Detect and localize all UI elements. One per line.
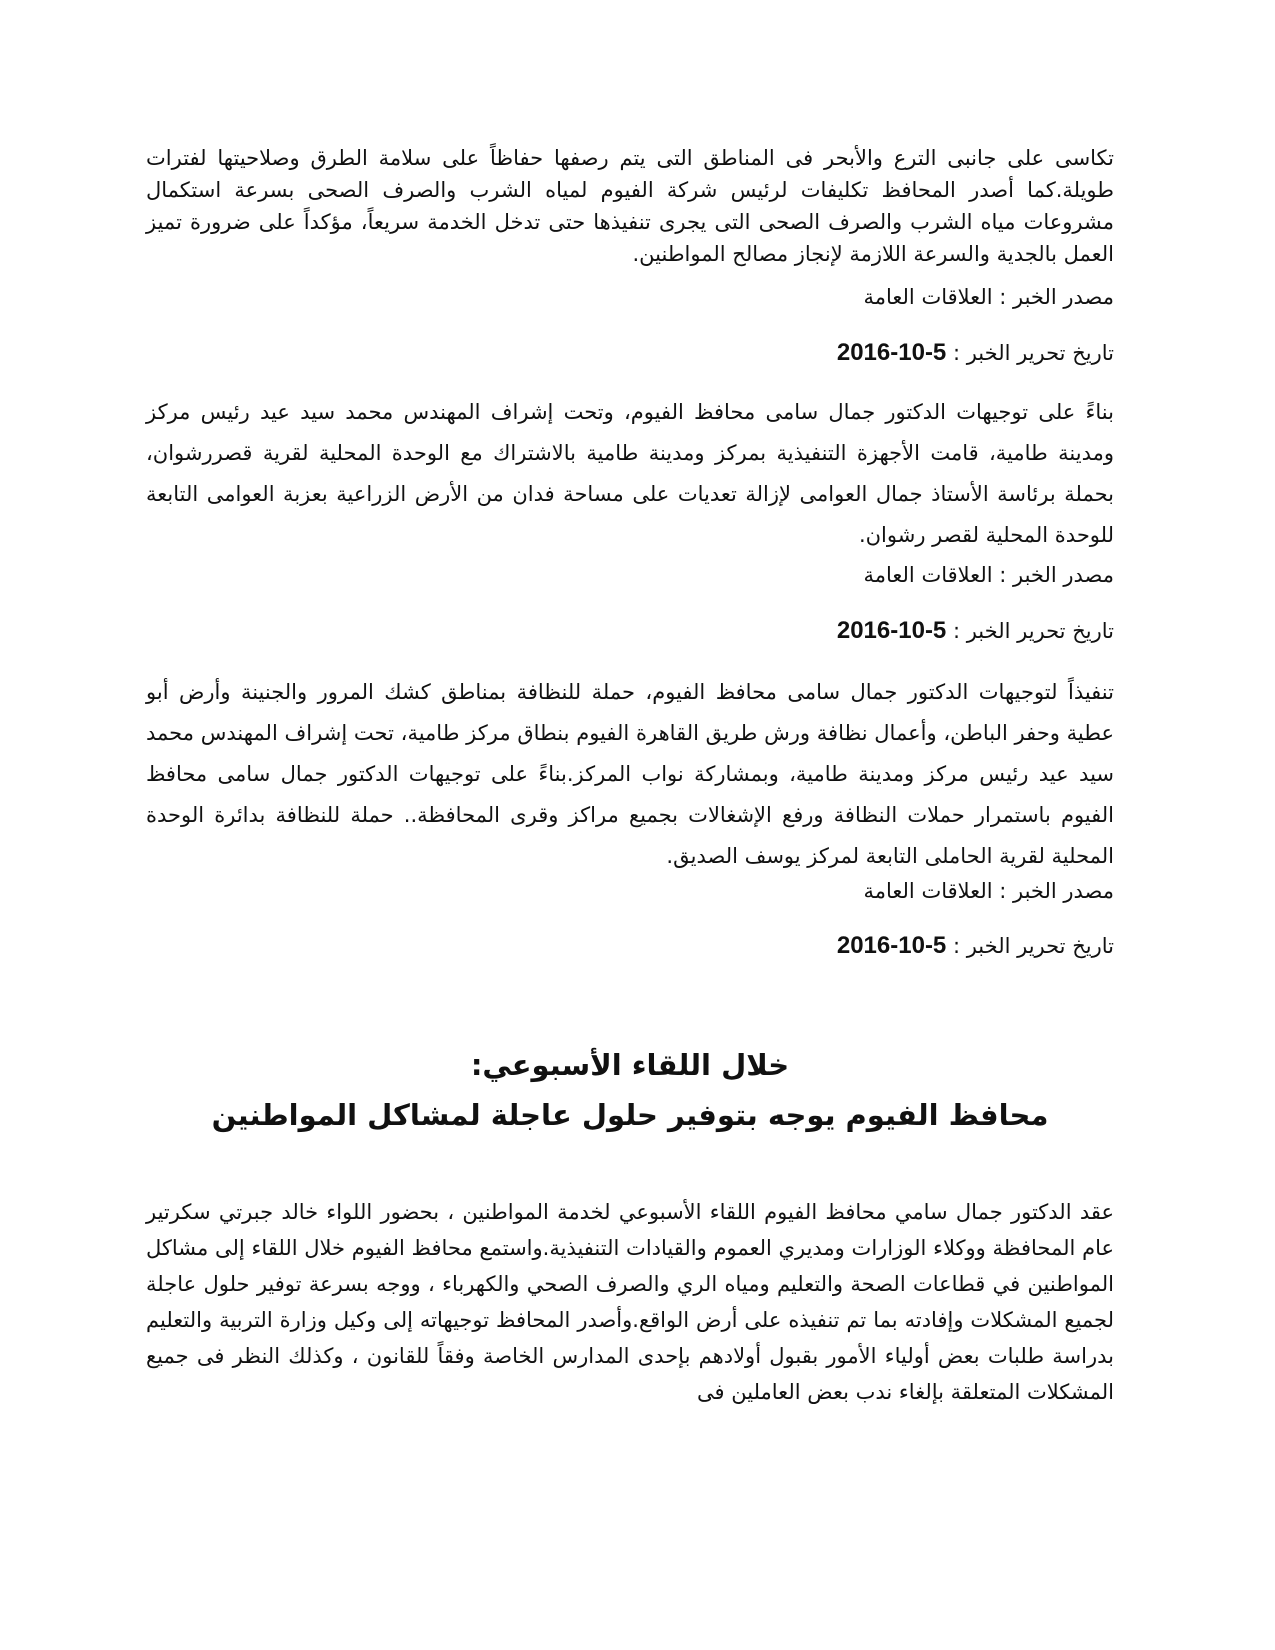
date-label: تاريخ تحرير الخبر : — [952, 341, 1114, 365]
news1-source-line — [146, 560, 1114, 590]
news2-date-line — [146, 931, 1114, 961]
source-value: العلاقات العامة — [863, 285, 993, 309]
source-label: مصدر الخبر : — [999, 285, 1114, 309]
source-label: مصدر الخبر : — [999, 563, 1114, 587]
source-value: العلاقات العامة — [863, 563, 993, 587]
headline-line-1: خلال اللقاء الأسبوعي: — [470, 1048, 790, 1082]
article-headline — [146, 1040, 1114, 1140]
date-value: 2016-10-5 — [836, 932, 947, 959]
intro-source-line — [146, 282, 1114, 312]
date-label: تاريخ تحرير الخبر : — [952, 934, 1114, 958]
date-label: تاريخ تحرير الخبر : — [952, 619, 1114, 643]
news1-paragraph: بناءً على توجيهات الدكتور جمال سامى محافظ الفيوم، وتحت إشراف المهندس محمد سيد عيد رئيس مركز ومدينة طامية، قامت الأجهزة التنفيذية بمركز ومدينة طامية بالاشتراك مع الوحدة المحلية لقرية قصررشوان، بحملة برئاسة الأستاذ جمال العوامى لإزالة تعديات على مساحة فدان من الأرض الزراعية بعزبة العوامى التابعة للوحدة المحلية لقصر رشوان. — [146, 400, 1114, 547]
news2-source-line — [146, 876, 1114, 906]
intro-date-line — [146, 338, 1114, 368]
source-value: العلاقات العامة — [863, 879, 993, 903]
headline-line-2: محافظ الفيوم يوجه بتوفير حلول عاجلة لمشاكل المواطنين — [211, 1098, 1049, 1132]
source-label: مصدر الخبر : — [999, 879, 1114, 903]
news2-paragraph: تنفيذاً لتوجيهات الدكتور جمال سامى محافظ الفيوم، حملة للنظافة بمناطق كشك المرور والجنينة وأرض أبو عطية وحفر الباطن، وأعمال نظافة ورش طريق القاهرة الفيوم بنطاق مركز طامية، تحت إشراف المهندس محمد سيد عيد رئيس مركز ومدينة طامية، وبمشاركة نواب المركز.بناءً على توجيهات الدكتور جمال سامى محافظ الفيوم باستمرار حملات النظافة ورفع الإشغالات بجميع مراكز وقرى المحافظة.. حملة للنظافة بدائرة الوحدة المحلية لقرية الحاملى التابعة لمركز يوسف الصديق. — [146, 680, 1114, 868]
article-paragraph: عقد الدكتور جمال سامي محافظ الفيوم اللقاء الأسبوعي لخدمة المواطنين ، بحضور اللواء خالد جبرتي سكرتير عام المحافظة ووكلاء الوزارات ومديري العموم والقيادات التنفيذية.واستمع محافظ الفيوم خلال اللقاء إلى مشاكل المواطنين في قطاعات الصحة والتعليم ومياه الري والصرف الصحي والكهرباء ، ووجه بسرعة توفير حلول عاجلة لجميع المشكلات وإفادته بما تم تنفيذه على أرض الواقع.وأصدر المحافظ توجيهاته إلى وكيل وزارة التربية والتعليم بدراسة طلبات بعض أولياء الأمور بقبول أولادهم بإحدى المدارس الخاصة وفقاً للقانون ، وكذلك النظر فى جميع المشكلات المتعلقة بإلغاء ندب بعض العاملين فى — [146, 1200, 1114, 1404]
date-value: 2016-10-5 — [836, 617, 947, 644]
news1-date-line — [146, 616, 1114, 646]
intro-paragraph: تكاسى على جانبى الترع والأبحر فى المناطق التى يتم رصفها حفاظاً على سلامة الطرق وصلاحيتها لفترات طويلة.كما أصدر المحافظ تكليفات لرئيس شركة الفيوم لمياه الشرب والصرف الصحى بسرعة استكمال مشروعات مياه الشرب والصرف الصحى التى يجرى تنفيذها حتى تدخل الخدمة سريعاً، مؤكداً على ضرورة تميز العمل بالجدية والسرعة اللازمة لإنجاز مصالح المواطنين. — [146, 146, 1114, 266]
date-value: 2016-10-5 — [836, 339, 947, 366]
